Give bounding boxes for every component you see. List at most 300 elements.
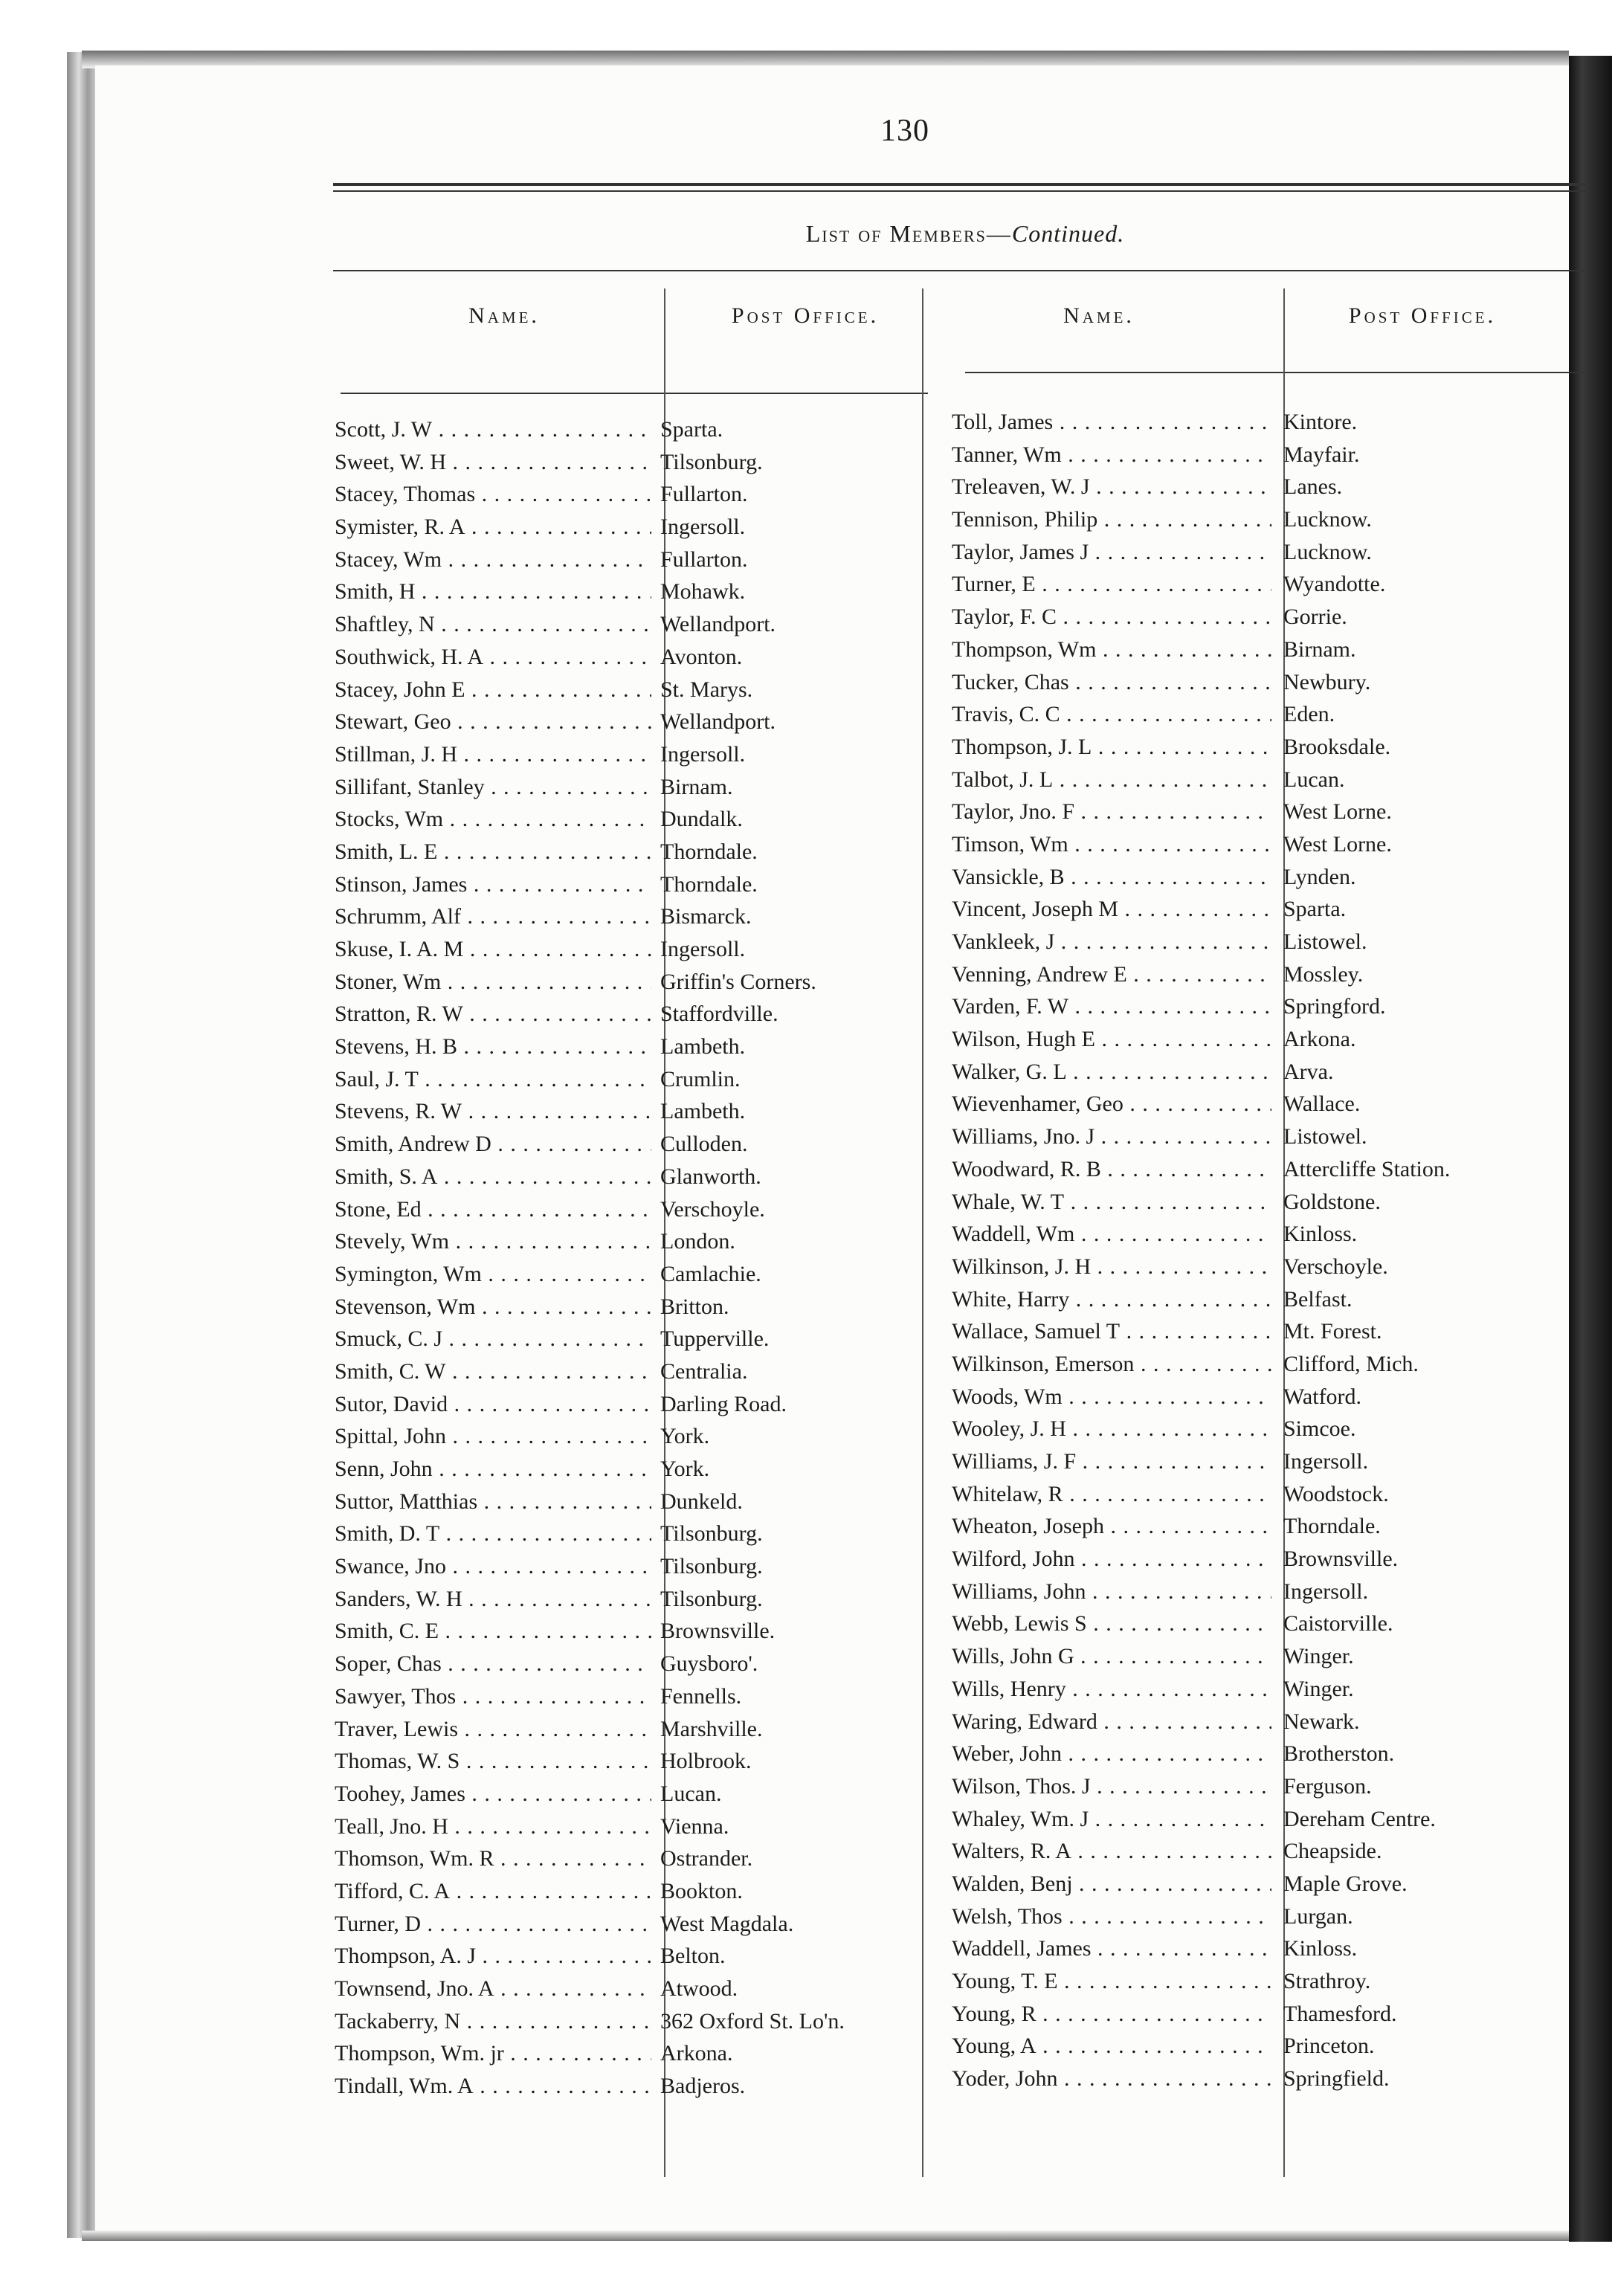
member-post-office: Simcoe.: [1283, 1416, 1356, 1442]
member-post-office: Birnam.: [1283, 636, 1356, 662]
member-post-office: Lanes.: [1283, 474, 1343, 500]
member-entry: [952, 1413, 1569, 1445]
member-post-office: Ingersoll.: [1283, 1449, 1369, 1474]
member-entry: [952, 1738, 1569, 1770]
member-post-office: Mossley.: [1283, 961, 1364, 987]
member-entry: [335, 706, 915, 738]
member-entry: [335, 2037, 915, 2070]
member-post-office: Verschoyle.: [660, 1196, 765, 1222]
member-entry: [335, 1778, 915, 1810]
member-name: Thompson, Wm . . .: [952, 633, 1271, 666]
member-name: Smith, D. T . . .: [335, 1518, 651, 1550]
member-entry: [335, 1745, 915, 1778]
book-binding-shadow: [1569, 56, 1612, 2242]
page-number: 130: [880, 114, 929, 148]
left-post-office-heading: Post Office.: [731, 303, 880, 328]
member-post-office: Watford.: [1283, 1384, 1362, 1409]
member-entry: [335, 575, 915, 608]
member-name: Whitelaw, R . . .: [952, 1478, 1271, 1511]
member-name: Swance, Jno . . .: [335, 1550, 651, 1583]
member-entry: [952, 471, 1569, 503]
member-name: Treleaven, W. J . . .: [952, 471, 1271, 503]
member-entry: [335, 413, 915, 446]
member-post-office: Lambeth.: [660, 1034, 746, 1060]
member-name: Traver, Lewis . . .: [335, 1713, 651, 1746]
member-entry: [952, 1023, 1569, 1056]
member-name: Webb, Lewis S . . .: [952, 1607, 1271, 1640]
member-name: Turner, E . . .: [952, 568, 1271, 601]
member-post-office: Brownsville.: [1283, 1547, 1399, 1572]
member-post-office: Thorndale.: [1283, 1514, 1381, 1539]
member-name: Thompson, A. J . . .: [335, 1940, 651, 1973]
member-name: Varden, F. W . . .: [952, 990, 1271, 1023]
member-entry: [335, 738, 915, 771]
member-entry: [335, 933, 915, 966]
list-title-main: List of Members—: [805, 220, 1012, 247]
member-post-office: Tupperville.: [660, 1326, 770, 1352]
member-post-office: Caistorville.: [1283, 1611, 1393, 1636]
member-post-office: London.: [660, 1229, 735, 1254]
member-post-office: Lucan.: [1283, 767, 1345, 792]
book-page-edges-bottom: [82, 2231, 1569, 2241]
member-post-office: Lambeth.: [660, 1099, 746, 1124]
member-name: Tanner, Wm . . .: [952, 439, 1271, 471]
member-entry: [952, 536, 1569, 569]
member-post-office: Brownsville.: [660, 1619, 776, 1644]
member-name: Taylor, Jno. F . . .: [952, 796, 1271, 828]
member-entry: [952, 2030, 1569, 2063]
book-page: [95, 65, 1569, 2231]
member-entry: [952, 861, 1569, 894]
member-post-office: Springfield.: [1283, 2066, 1390, 2092]
member-post-office: 362 Oxford St. Lo'n.: [660, 2008, 845, 2034]
member-post-office: Ingersoll.: [660, 937, 746, 961]
member-name: Spittal, John . . .: [335, 1420, 651, 1453]
member-name: Stevely, Wm . . .: [335, 1225, 651, 1258]
member-post-office: Princeton.: [1283, 2034, 1375, 2059]
member-entry: [335, 2005, 915, 2038]
member-post-office: Lynden.: [1283, 864, 1356, 889]
member-entry: [952, 1640, 1569, 1673]
member-name: Soper, Chas . . .: [335, 1648, 651, 1680]
member-name: Yoder, John . . .: [952, 2063, 1271, 2095]
member-post-office: Fennells.: [660, 1683, 742, 1709]
member-name: Scott, J. W . . .: [335, 413, 651, 446]
member-post-office: Birnam.: [660, 774, 733, 799]
member-name: Walden, Benj . . .: [952, 1868, 1271, 1900]
member-post-office: Brooksdale.: [1283, 734, 1391, 759]
member-entry: [952, 1186, 1569, 1219]
center-column-divider: [922, 288, 923, 2177]
member-name: Woodward, R. B . . .: [952, 1153, 1271, 1186]
member-name: Tennison, Philip . . .: [952, 503, 1271, 536]
member-name: Sillifant, Stanley . . .: [335, 771, 651, 804]
member-post-office: Belton.: [660, 1944, 726, 1969]
member-entry: [335, 836, 915, 868]
member-post-office: Arva.: [1283, 1059, 1334, 1084]
member-entry: [335, 998, 915, 1031]
member-entry: [335, 1615, 915, 1648]
member-name: Saul, J. T . . .: [335, 1063, 651, 1096]
member-name: Southwick, H. A . . .: [335, 641, 651, 674]
member-post-office: Goldstone.: [1283, 1189, 1381, 1214]
member-entry: [335, 641, 915, 674]
member-post-office: Thamesford.: [1283, 2001, 1397, 2026]
member-entry: [335, 1063, 915, 1096]
member-post-office: Wellandport.: [660, 709, 776, 735]
member-entry: [952, 731, 1569, 764]
member-entry: [952, 1445, 1569, 1478]
member-entry: [335, 1161, 915, 1193]
member-name: Sutor, David . . .: [335, 1388, 651, 1421]
member-entry: [335, 1291, 915, 1323]
member-name: Thomas, W. S . . .: [335, 1745, 651, 1778]
top-rule-thick: [333, 183, 1590, 186]
member-post-office: Kinloss.: [1283, 1936, 1358, 1961]
member-name: Williams, J. F . . .: [952, 1445, 1271, 1478]
member-entry: [952, 1706, 1569, 1738]
member-post-office: Brotherston.: [1283, 1741, 1395, 1767]
member-name: Timson, Wm . . .: [952, 828, 1271, 861]
member-name: Welsh, Thos . . .: [952, 1900, 1271, 1933]
member-entry: [335, 1323, 915, 1355]
member-post-office: Arkona.: [1283, 1027, 1356, 1052]
member-entry: [952, 1153, 1569, 1186]
member-name: Wilford, John . . .: [952, 1543, 1271, 1576]
member-entry: [952, 1868, 1569, 1900]
member-post-office: Vienna.: [660, 1813, 729, 1839]
member-post-office: Tilsonburg.: [660, 1554, 763, 1579]
member-entry: [335, 1355, 915, 1388]
member-entry: [335, 1648, 915, 1680]
member-entry: [335, 1583, 915, 1616]
member-post-office: Winger.: [1283, 1676, 1354, 1701]
member-post-office: Dereham Centre.: [1283, 1806, 1436, 1831]
member-name: Woods, Wm . . .: [952, 1381, 1271, 1413]
member-entry: [335, 2070, 915, 2103]
member-name: Young, A . . .: [952, 2030, 1271, 2063]
member-name: Tindall, Wm. A . . .: [335, 2070, 651, 2103]
member-entry: [952, 1088, 1569, 1120]
member-post-office: Culloden.: [660, 1132, 748, 1157]
member-name: Vansickle, B . . .: [952, 861, 1271, 894]
member-post-office: Springford.: [1283, 994, 1386, 1019]
member-entry: [952, 926, 1569, 958]
member-name: Stevenson, Wm . . .: [335, 1291, 651, 1323]
member-post-office: Verschoyle.: [1283, 1254, 1388, 1279]
member-name: Vankleek, J . . .: [952, 926, 1271, 958]
member-name: Sawyer, Thos . . .: [335, 1680, 651, 1713]
member-name: Smith, L. E . . .: [335, 836, 651, 868]
member-name: Stillman, J. H . . .: [335, 738, 651, 771]
member-entry: [335, 544, 915, 576]
member-name: Smith, H . . .: [335, 575, 651, 608]
member-entry: [952, 503, 1569, 536]
member-entry: [335, 803, 915, 836]
title-rule: [333, 270, 1590, 271]
member-post-office: Holbrook.: [660, 1749, 752, 1774]
member-entry: [952, 1315, 1569, 1348]
member-post-office: Kintore.: [1283, 410, 1358, 434]
member-entry: [335, 674, 915, 706]
member-name: Smith, Andrew D . . .: [335, 1128, 651, 1161]
member-name: Stoner, Wm . . .: [335, 966, 651, 999]
member-name: Schrumm, Alf . . .: [335, 900, 651, 933]
member-entry: [952, 1348, 1569, 1381]
member-post-office: York.: [660, 1457, 710, 1481]
member-name: Waring, Edward . . .: [952, 1706, 1271, 1738]
member-name: Stewart, Geo . . .: [335, 706, 651, 738]
member-name: Sanders, W. H . . .: [335, 1583, 651, 1616]
member-name: Williams, John . . .: [952, 1576, 1271, 1608]
member-entry: [952, 1932, 1569, 1965]
list-title: [333, 220, 1597, 248]
member-name: Thompson, J. L . . .: [952, 731, 1271, 764]
member-name: Stinson, James . . .: [335, 868, 651, 901]
member-entry: [335, 1908, 915, 1941]
member-entry: [335, 1680, 915, 1713]
member-name: Smuck, C. J . . .: [335, 1323, 651, 1355]
member-post-office: Ferguson.: [1283, 1773, 1372, 1799]
member-entry: [335, 966, 915, 999]
member-name: Stacey, John E . . .: [335, 674, 651, 706]
member-name: Wheaton, Joseph . . .: [952, 1510, 1271, 1543]
member-entry: [952, 1510, 1569, 1543]
member-entry: [952, 1900, 1569, 1933]
member-name: Wooley, J. H . . .: [952, 1413, 1271, 1445]
member-name: Venning, Andrew E . . .: [952, 958, 1271, 991]
member-entry: [335, 1810, 915, 1843]
member-name: Stevens, R. W . . .: [335, 1095, 651, 1128]
member-post-office: West Lorne.: [1283, 831, 1392, 857]
member-name: Tifford, C. A . . .: [335, 1875, 651, 1908]
right-post-office-heading: Post Office.: [1348, 303, 1497, 328]
member-name: Toll, James . . .: [952, 406, 1271, 439]
member-name: Wilson, Hugh E . . .: [952, 1023, 1271, 1056]
member-post-office: Ingersoll.: [660, 741, 746, 767]
member-post-office: Wallace.: [1283, 1091, 1361, 1117]
right-member-list: [952, 406, 1569, 2095]
member-post-office: Camlachie.: [660, 1261, 761, 1286]
member-name: Teall, Jno. H . . .: [335, 1810, 651, 1843]
member-entry: [952, 796, 1569, 828]
member-post-office: Gorrie.: [1283, 604, 1347, 630]
member-entry: [952, 633, 1569, 666]
member-post-office: Lucan.: [660, 1781, 722, 1806]
member-name: Weber, John . . .: [952, 1738, 1271, 1770]
member-entry: [952, 1283, 1569, 1316]
member-post-office: Centralia.: [660, 1358, 748, 1384]
member-post-office: Tilsonburg.: [660, 1521, 763, 1547]
member-post-office: Eden.: [1283, 702, 1335, 727]
member-name: Taylor, James J . . .: [952, 536, 1271, 569]
right-name-heading: Name.: [1063, 303, 1135, 328]
member-entry: [952, 439, 1569, 471]
member-entry: [335, 1842, 915, 1875]
member-entry: [335, 1095, 915, 1128]
member-entry: [335, 1193, 915, 1226]
member-name: Young, R . . .: [952, 1998, 1271, 2031]
member-entry: [335, 1486, 915, 1518]
member-post-office: Ingersoll.: [660, 515, 746, 540]
member-post-office: West Lorne.: [1283, 799, 1392, 825]
member-post-office: Mt. Forest.: [1283, 1319, 1382, 1344]
member-name: Smith, C. W . . .: [335, 1355, 651, 1388]
member-entry: [952, 764, 1569, 796]
member-name: Smith, C. E . . .: [335, 1615, 651, 1648]
member-post-office: Newbury.: [1283, 669, 1371, 694]
left-member-list: [335, 413, 915, 2103]
member-post-office: Thorndale.: [660, 839, 758, 864]
member-entry: [952, 828, 1569, 861]
member-entry: [952, 1543, 1569, 1576]
member-post-office: Winger.: [1283, 1644, 1354, 1669]
member-entry: [952, 1478, 1569, 1511]
member-post-office: Strathroy.: [1283, 1969, 1371, 1993]
list-title-continued: Continued.: [1011, 220, 1125, 247]
member-post-office: Clifford, Mich.: [1283, 1351, 1419, 1376]
member-entry: [952, 1673, 1569, 1706]
member-entry: [952, 1835, 1569, 1868]
member-name: Whaley, Wm. J . . .: [952, 1803, 1271, 1836]
member-name: Skuse, I. A. M . . .: [335, 933, 651, 966]
member-name: Waddell, James . . .: [952, 1932, 1271, 1965]
member-name: Williams, Jno. J . . .: [952, 1120, 1271, 1153]
member-name: Stacey, Thomas . . .: [335, 478, 651, 511]
member-entry: [335, 1973, 915, 2005]
member-post-office: Glanworth.: [660, 1164, 761, 1189]
member-post-office: Fullarton.: [660, 546, 748, 572]
member-name: Stevens, H. B . . .: [335, 1031, 651, 1063]
member-post-office: Ostrander.: [660, 1846, 753, 1871]
member-post-office: Atwood.: [660, 1976, 738, 2001]
member-name: Young, T. E . . .: [952, 1965, 1271, 1998]
member-post-office: Crumlin.: [660, 1066, 741, 1091]
member-name: Stratton, R. W . . .: [335, 998, 651, 1031]
member-post-office: Griffin's Corners.: [660, 969, 816, 994]
member-post-office: Staffordville.: [660, 1002, 778, 1027]
member-post-office: Ingersoll.: [1283, 1578, 1369, 1604]
member-name: Tackaberry, N . . .: [335, 2005, 651, 2038]
member-post-office: Sparta.: [1283, 897, 1347, 922]
member-post-office: Lucknow.: [1283, 539, 1372, 564]
member-entry: [335, 1420, 915, 1453]
member-name: Symington, Wm . . .: [335, 1258, 651, 1291]
member-name: Walters, R. A . . .: [952, 1835, 1271, 1868]
member-post-office: Attercliffe Station.: [1283, 1156, 1451, 1181]
book-page-edges-left: [67, 52, 97, 2238]
member-entry: [335, 1258, 915, 1291]
top-rule-thin: [333, 190, 1590, 192]
member-name: Symister, R. A . . .: [335, 511, 651, 544]
member-post-office: Marshville.: [660, 1716, 763, 1741]
member-entry: [952, 893, 1569, 926]
member-post-office: Dunkeld.: [660, 1489, 743, 1514]
member-post-office: Belfast.: [1283, 1286, 1353, 1312]
member-name: Turner, D . . .: [335, 1908, 651, 1941]
member-entry: [335, 1031, 915, 1063]
member-post-office: Cheapside.: [1283, 1839, 1382, 1864]
member-entry: [335, 1875, 915, 1908]
member-name: Stacey, Wm . . .: [335, 544, 651, 576]
left-heading-rule: [341, 393, 928, 394]
member-post-office: Thorndale.: [660, 871, 758, 897]
left-name-heading: Name.: [468, 303, 540, 328]
member-post-office: Fullarton.: [660, 482, 748, 507]
member-entry: [952, 666, 1569, 699]
member-name: Thompson, Wm. jr . . .: [335, 2037, 651, 2070]
member-post-office: Mohawk.: [660, 579, 746, 604]
member-post-office: Mayfair.: [1283, 442, 1360, 467]
member-name: White, Harry . . .: [952, 1283, 1271, 1316]
member-entry: [952, 2063, 1569, 2095]
member-entry: [952, 1965, 1569, 1998]
member-entry: [952, 1056, 1569, 1089]
member-post-office: Tilsonburg.: [660, 449, 763, 474]
member-name: Wills, Henry . . .: [952, 1673, 1271, 1706]
member-entry: [952, 698, 1569, 731]
member-entry: [952, 568, 1569, 601]
member-post-office: York.: [660, 1424, 710, 1449]
member-name: Stocks, Wm . . .: [335, 803, 651, 836]
member-entry: [335, 608, 915, 641]
member-name: Senn, John . . .: [335, 1453, 651, 1486]
member-name: Wilkinson, J. H . . .: [952, 1251, 1271, 1283]
right-heading-rule: [965, 372, 1590, 373]
member-post-office: Guysboro'.: [660, 1651, 758, 1677]
member-entry: [335, 478, 915, 511]
member-entry: [952, 601, 1569, 633]
member-name: Toohey, James . . .: [335, 1778, 651, 1810]
member-post-office: Arkona.: [660, 2041, 733, 2066]
member-name: Travis, C. C . . .: [952, 698, 1271, 731]
member-name: Waddell, Wm . . .: [952, 1218, 1271, 1251]
member-entry: [952, 958, 1569, 991]
member-post-office: Badjeros.: [660, 2074, 746, 2099]
member-name: Wilkinson, Emerson . . .: [952, 1348, 1271, 1381]
member-name: Shaftley, N . . .: [335, 608, 651, 641]
member-name: Walker, G. L . . .: [952, 1056, 1271, 1089]
member-post-office: Avonton.: [660, 644, 743, 669]
member-entry: [952, 1803, 1569, 1836]
member-entry: [335, 1940, 915, 1973]
member-entry: [952, 1120, 1569, 1153]
member-name: Thomson, Wm. R . . .: [335, 1842, 651, 1875]
member-post-office: Newark.: [1283, 1709, 1360, 1734]
member-entry: [335, 1713, 915, 1746]
member-post-office: Woodstock.: [1283, 1481, 1389, 1506]
member-post-office: Wyandotte.: [1283, 572, 1386, 597]
member-post-office: Bismarck.: [660, 904, 752, 929]
member-post-office: West Magdala.: [660, 1911, 794, 1936]
member-post-office: Britton.: [660, 1294, 729, 1319]
member-entry: [335, 1225, 915, 1258]
member-entry: [335, 1128, 915, 1161]
member-name: Wilson, Thos. J . . .: [952, 1770, 1271, 1803]
member-post-office: St. Marys.: [660, 677, 753, 702]
member-name: Vincent, Joseph M . . .: [952, 893, 1271, 926]
member-entry: [952, 990, 1569, 1023]
member-entry: [952, 1998, 1569, 2031]
member-entry: [335, 1550, 915, 1583]
member-post-office: Dundalk.: [660, 807, 743, 832]
member-name: Wievenhamer, Geo . . .: [952, 1088, 1271, 1120]
member-name: Smith, S. A . . .: [335, 1161, 651, 1193]
member-entry: [335, 1453, 915, 1486]
member-entry: [335, 900, 915, 933]
member-entry: [952, 406, 1569, 439]
member-entry: [335, 511, 915, 544]
